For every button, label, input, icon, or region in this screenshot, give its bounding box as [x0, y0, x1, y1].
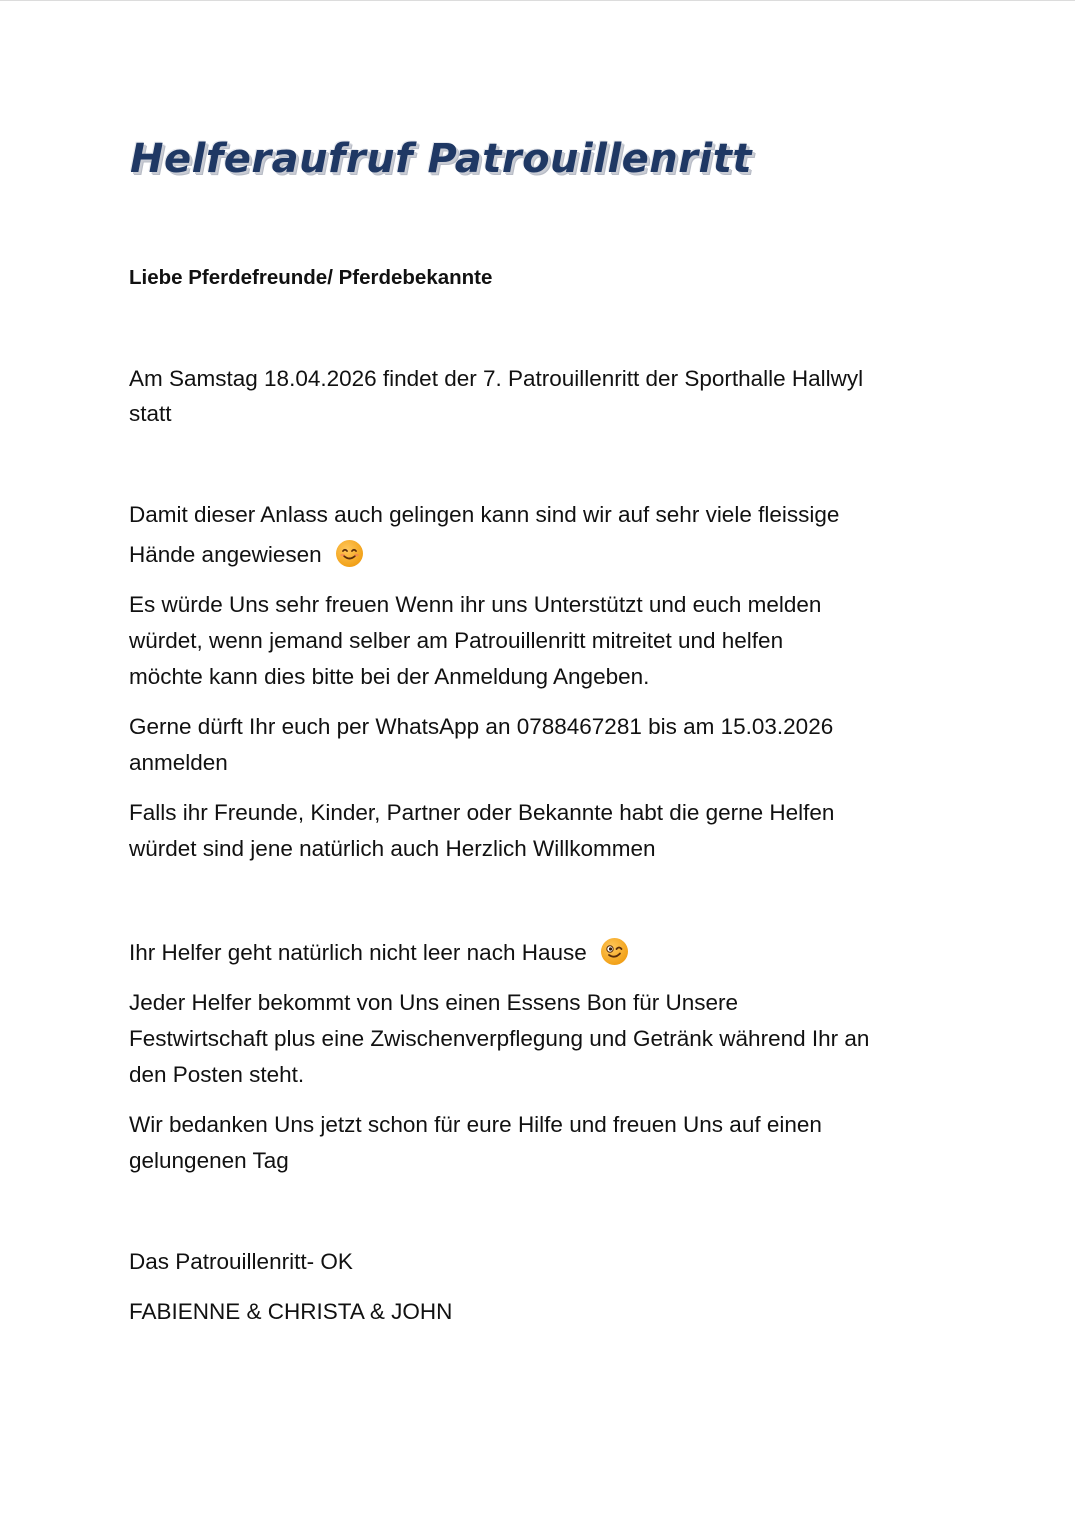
greeting: Liebe Pferdefreunde/ Pferdebekannte [129, 266, 493, 289]
page-top-border [0, 0, 1075, 1]
thanks-line-1: Wir bedanken Uns jetzt schon für eure Hilfe und freuen Uns auf einen [129, 1112, 822, 1137]
bonus-line-1: Jeder Helfer bekommt von Uns einen Essens Bon für Unsere [129, 990, 739, 1015]
help-line-2: Hände angewiesen [129, 542, 322, 567]
friends-line-2: würdet sind jene natürlich auch Herzlich Willkommen [129, 836, 656, 861]
support-line-2: würdet, wenn jemand selber am Patrouillenritt mitreitet und helfen [129, 628, 784, 653]
bonus-line-2: Festwirtschaft plus eine Zwischenverpflegung und Getränk während Ihr an [129, 1026, 870, 1051]
support-line-1: Es würde Uns sehr freuen Wenn ihr uns Unterstützt und euch melden [129, 592, 822, 617]
help-line-2-wrap [129, 537, 363, 573]
signature-names: FABIENNE & CHRISTA & JOHN [129, 1299, 453, 1324]
friends-line-1: Falls ihr Freunde, Kinder, Partner oder Bekannte habt die gerne Helfen [129, 800, 835, 825]
reward-line-wrap [129, 935, 628, 971]
reward-line: Ihr Helfer geht natürlich nicht leer nach Hause [129, 940, 587, 965]
event-line-2: statt [129, 401, 172, 426]
thanks-line-2: gelungenen Tag [129, 1148, 289, 1173]
signature-org: Das Patrouillenritt- OK [129, 1249, 353, 1274]
bonus-line-3: den Posten steht. [129, 1062, 305, 1087]
signup-line-1: Gerne dürft Ihr euch per WhatsApp an 0788467281 bis am 15.03.2026 [129, 714, 834, 739]
smiling-face-icon [336, 540, 363, 567]
document-title: Helferaufruf Patrouillenritt [130, 136, 752, 182]
event-line-1: Am Samstag 18.04.2026 findet der 7. Patrouillenritt der Sporthalle Hallwyl [129, 366, 864, 391]
winking-face-icon [601, 938, 628, 965]
help-line-1: Damit dieser Anlass auch gelingen kann sind wir auf sehr viele fleissige [129, 502, 840, 527]
signup-line-2: anmelden [129, 750, 228, 775]
support-line-3: möchte kann dies bitte bei der Anmeldung Angeben. [129, 664, 650, 689]
